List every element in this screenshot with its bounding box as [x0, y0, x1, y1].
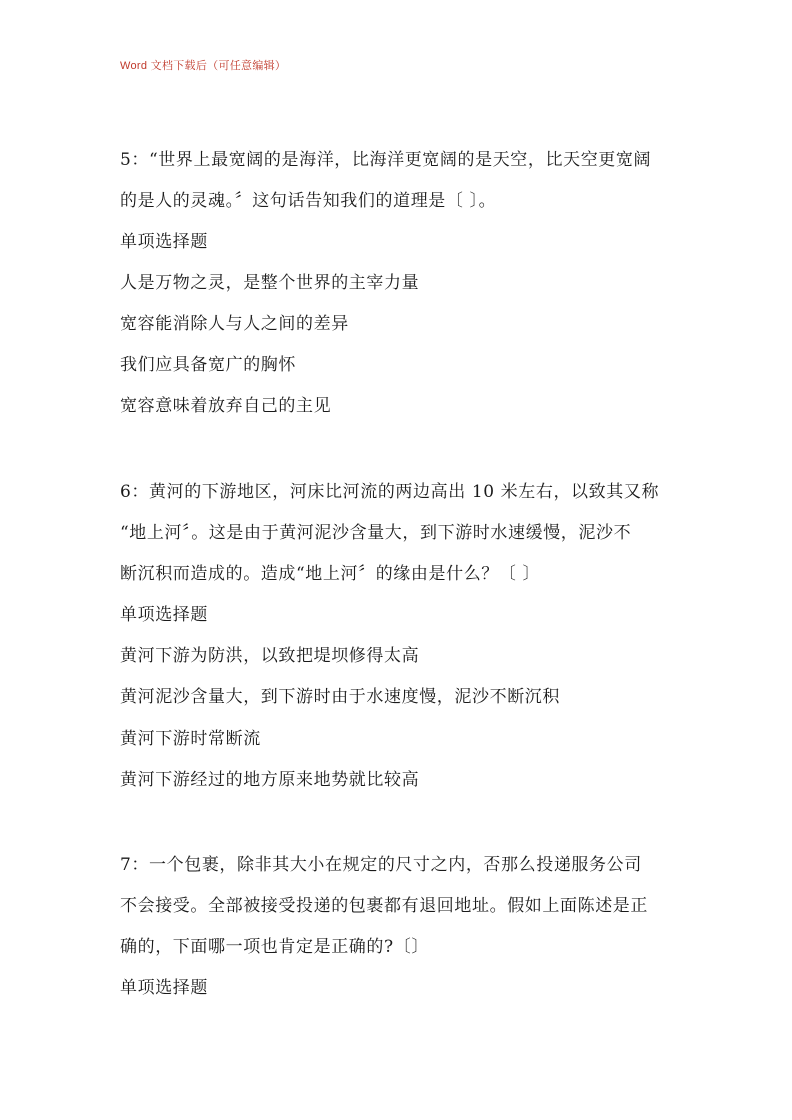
question-type-label: 单项选择题 [120, 978, 208, 998]
answer-option: 宽容能消除人与人之间的差异 [120, 314, 349, 334]
answer-option: 黄河下游为防洪，以致把堤坝修得太高 [120, 646, 420, 666]
answer-option: 黄河下游时常断流 [120, 729, 261, 749]
answer-option: 人是万物之灵，是整个世界的主宰力量 [120, 273, 420, 293]
answer-option: 宽容意味着放弃自己的主见 [120, 396, 332, 416]
question-stem-line: 不会接受。全部被接受投递的包裹都有退回地址。假如上面陈述是正 [120, 896, 648, 916]
question-type-label: 单项选择题 [120, 232, 208, 252]
page-header: Word 文档下载后（可任意编辑） [120, 60, 287, 72]
answer-option: 黄河泥沙含量大，到下游时由于水速度慢，泥沙不断沉积 [120, 687, 560, 707]
answer-option: 我们应具备宽广的胸怀 [120, 355, 296, 375]
question-stem-line: 的是人的灵魂。〞这句话告知我们的道理是〔 〕。 [120, 191, 497, 211]
question-stem-line: 确的，下面哪一项也肯定是正确的?〔〕 [120, 937, 429, 957]
question-stem-line: 断沉积而造成的。造成“地上河〞的缘由是什么？〔 〕 [120, 564, 541, 584]
question-type-label: 单项选择题 [120, 605, 208, 625]
question-stem-line: 7：一个包裹，除非其大小在规定的尺寸之内，否那么投递服务公司 [120, 855, 642, 875]
question-stem-line: 6：黄河的下游地区，河床比河流的两边高出 10 米左右，以致其又称 [120, 482, 660, 502]
answer-option: 黄河下游经过的地方原来地势就比较高 [120, 770, 420, 790]
question-stem-line: 5：“世界上最宽阔的是海洋，比海洋更宽阔的是天空，比天空更宽阔 [120, 150, 652, 170]
question-stem-line: “地上河〞。这是由于黄河泥沙含量大，到下游时水速缓慢，泥沙不 [120, 523, 632, 543]
